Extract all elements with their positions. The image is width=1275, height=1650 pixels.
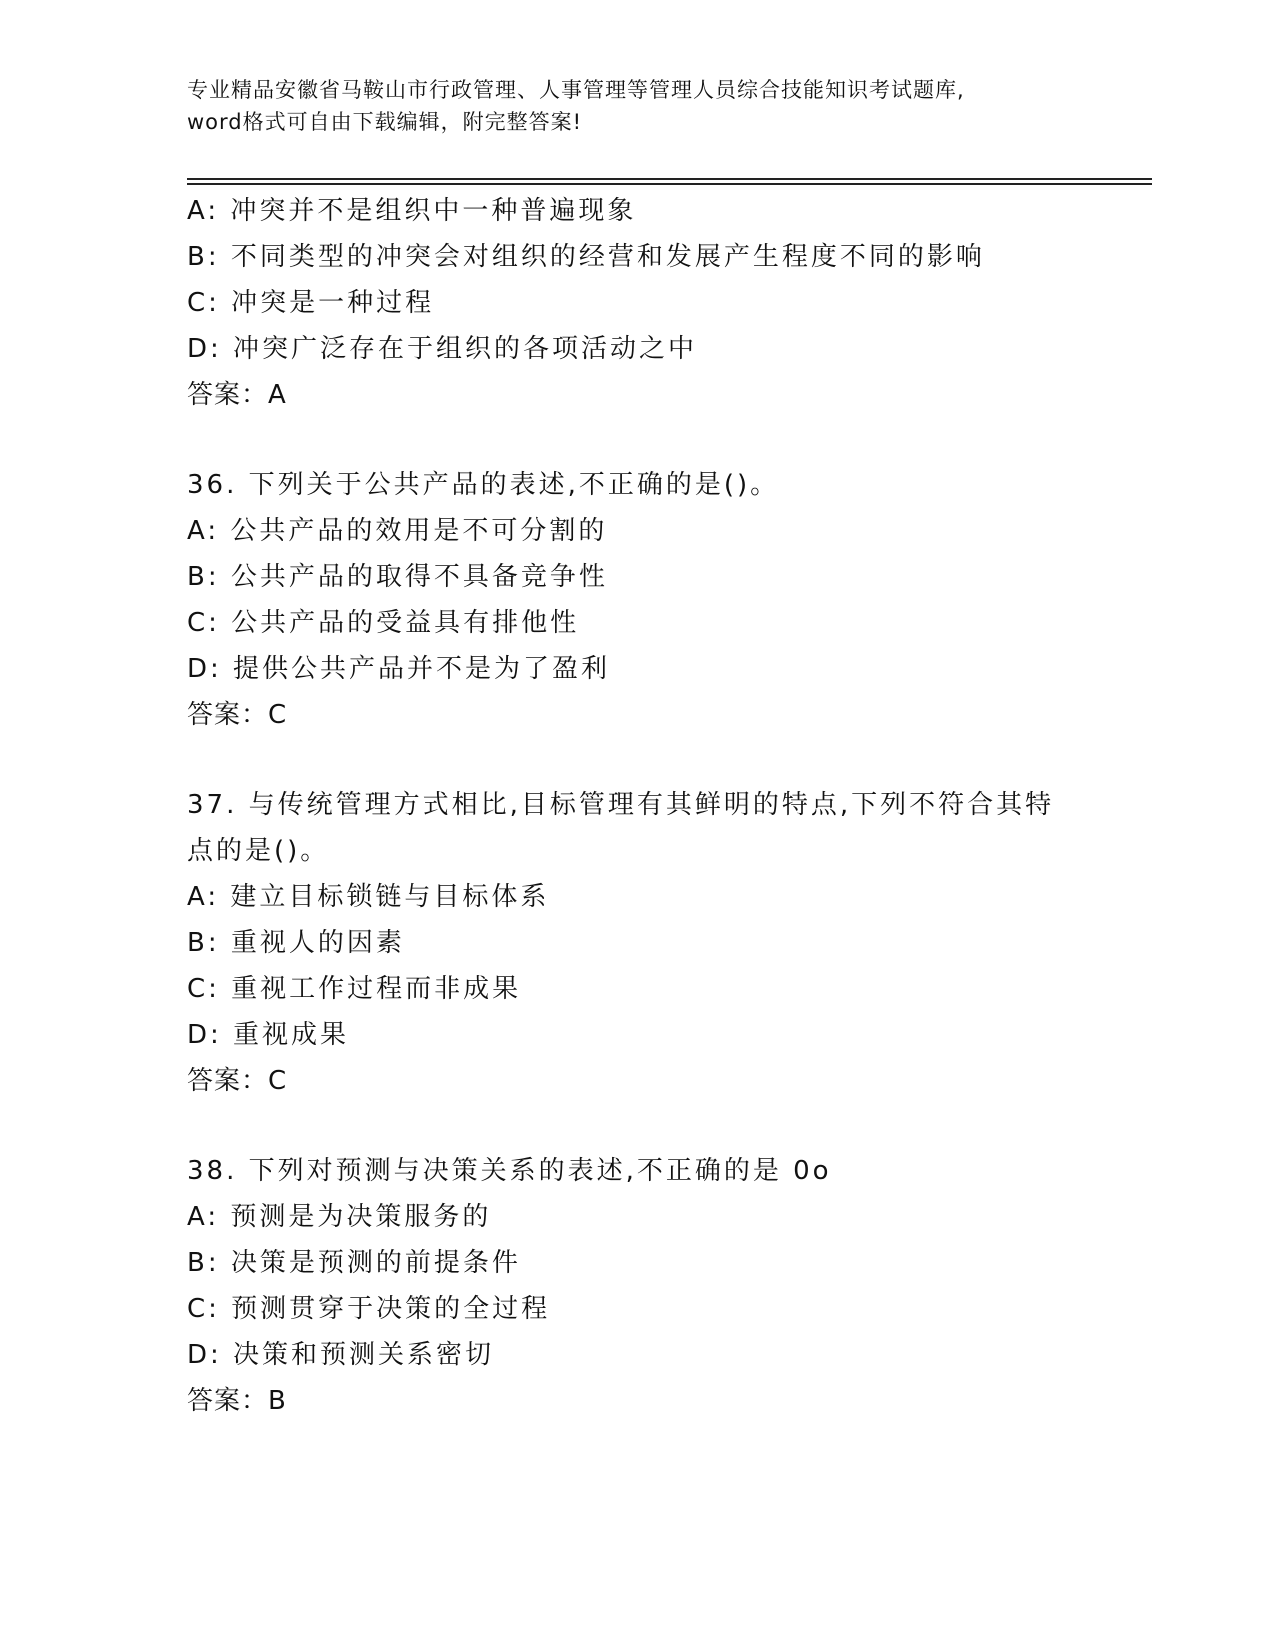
- header-divider-top: [187, 178, 1152, 180]
- option-c: C: 公共产品的受益具有排他性: [187, 608, 580, 638]
- answer-line: 答案：C: [187, 700, 288, 730]
- header-line-1: 专业精品安徽省马鞍山市行政管理、人事管理等管理人员综合技能知识考试题库,: [187, 78, 965, 102]
- answer-line: 答案：A: [187, 380, 287, 410]
- header-line-2: word格式可自由下载编辑，附完整答案!: [187, 110, 583, 134]
- question-list: [187, 188, 1087, 1424]
- document-header: [187, 74, 1087, 138]
- option-c: C: 重视工作过程而非成果: [187, 974, 522, 1004]
- question-text: 38. 下列对预测与决策关系的表述,不正确的是 0o: [187, 1156, 832, 1186]
- question-block: [187, 462, 1087, 738]
- answer-line: 答案：C: [187, 1066, 288, 1096]
- option-a: A: 公共产品的效用是不可分割的: [187, 516, 608, 546]
- option-d: D: 决策和预测关系密切: [187, 1340, 495, 1370]
- question-block: [187, 1148, 1087, 1424]
- question-text-continued: 点的是()。: [187, 836, 330, 866]
- answer-line: 答案：B: [187, 1386, 287, 1416]
- question-block: [187, 188, 1087, 418]
- option-a: A: 建立目标锁链与目标体系: [187, 882, 550, 912]
- question-block: [187, 782, 1087, 1104]
- option-c: C: 预测贯穿于决策的全过程: [187, 1294, 551, 1324]
- option-b: B: 决策是预测的前提条件: [187, 1248, 521, 1278]
- option-b: B: 不同类型的冲突会对组织的经营和发展产生程度不同的影响: [187, 242, 985, 272]
- option-d: D: 冲突广泛存在于组织的各项活动之中: [187, 334, 698, 364]
- option-d: D: 重视成果: [187, 1020, 350, 1050]
- option-b: B: 重视人的因素: [187, 928, 405, 958]
- option-a: A: 预测是为决策服务的: [187, 1202, 492, 1232]
- question-text: 37. 与传统管理方式相比,目标管理有其鲜明的特点,下列不符合其特: [187, 790, 1055, 820]
- option-b: B: 公共产品的取得不具备竞争性: [187, 562, 608, 592]
- question-text: 36. 下列关于公共产品的表述,不正确的是()。: [187, 470, 780, 500]
- option-a: A: 冲突并不是组织中一种普遍现象: [187, 196, 637, 226]
- option-d: D: 提供公共产品并不是为了盈利: [187, 654, 611, 684]
- option-c: C: 冲突是一种过程: [187, 288, 435, 318]
- header-divider-bottom: [187, 183, 1152, 185]
